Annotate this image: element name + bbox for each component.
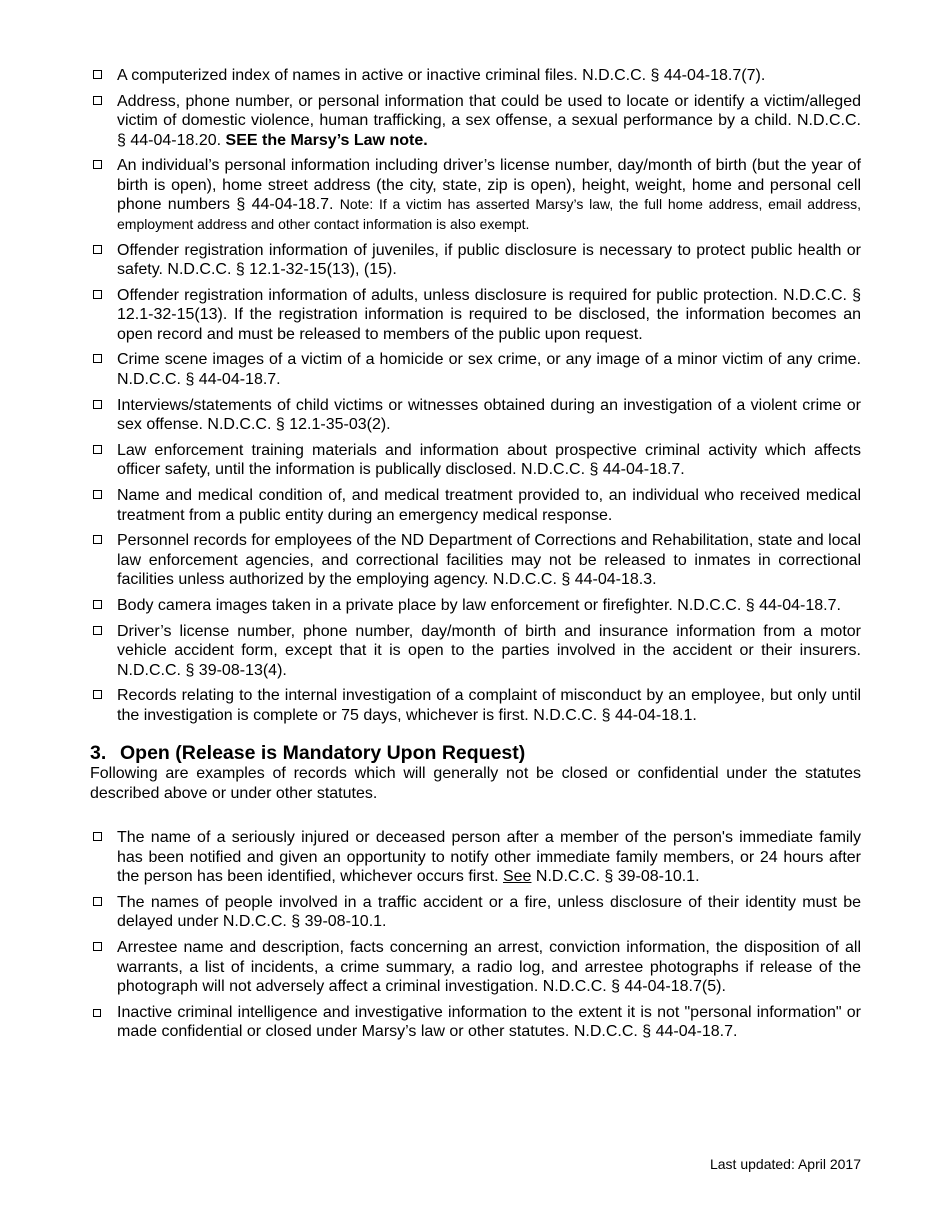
document-page (90, 66, 861, 1048)
checkbox-icon (93, 354, 102, 363)
list-item: Records relating to the internal investigation of a complaint of misconduct by an employee, but only until the investigation is complete or 75 days, whichever is first. N.D.C.C. § 44-04-18.1. (90, 686, 861, 725)
marsys-law-note: SEE the Marsy’s Law note. (225, 131, 428, 149)
checkbox-icon (93, 1009, 101, 1017)
list-item: Driver’s license number, phone number, day/month of birth and insurance information from a motor vehicle accident form, except that it is open to the parties involved in the accident or their insurers. N.D.C.C. § 39-08-13(4). (90, 622, 861, 681)
checkbox-icon (93, 160, 102, 169)
checkbox-icon (93, 626, 102, 635)
checkbox-icon (93, 70, 102, 79)
checkbox-icon (93, 832, 102, 841)
checkbox-icon (93, 690, 102, 699)
checkbox-icon (93, 445, 102, 454)
list-item: Name and medical condition of, and medical treatment provided to, an individual who received medical treatment from a public entity during an emergency medical response. (90, 486, 861, 525)
checkbox-icon (93, 535, 102, 544)
list-item: Arrestee name and description, facts concerning an arrest, conviction information, the disposition of all warrants, a list of incidents, a crime summary, a radio log, and arrestee photographs if release of the photograph will not adversely affect a criminal investigation. N.D.C.C. § 44-04-18.7(5). (90, 938, 861, 997)
checkbox-icon (93, 490, 102, 499)
checkbox-icon (93, 600, 102, 609)
list-item: The name of a seriously injured or deceased person after a member of the person's immediate family has been notified and given an opportunity to notify other immediate family members, or 24 hours after the person has been identified, whichever occurs first. See N.D.C.C. § 39-08-10.1. (90, 828, 861, 887)
checkbox-icon (93, 245, 102, 254)
last-updated: Last updated: April 2017 (709, 1156, 861, 1172)
list-item: Offender registration information of adults, unless disclosure is required for public protection. N.D.C.C. § 12.1-32-15(13). If the registration information is required to be disclosed, the information becomes an open record and must be released to members of the public upon request. (90, 286, 861, 345)
checkbox-icon (93, 290, 102, 299)
section-intro: Following are examples of records which will generally not be closed or confidential under the statutes described above or under other statutes. (90, 765, 861, 802)
see-reference: See (502, 868, 532, 886)
list-item: Crime scene images of a victim of a homicide or sex crime, or any image of a minor victim of any crime. N.D.C.C. § 44-04-18.7. (90, 350, 861, 389)
list-item: An individual’s personal information including driver’s license number, day/month of birth (but the year of birth is open), home street address (the city, state, zip is open), height, weight, home and personal cell phone numbers § 44-04-18.7. Note: If a victim has asserted Marsy’s law, the full home address, email address, employment address and other contact information is also exempt. (90, 156, 861, 234)
victim-note: Note: If a victim has asserted Marsy’s law, the full home address, email address, employment address and other contact information is also exempt. (117, 196, 862, 232)
list-item: Interviews/statements of child victims or witnesses obtained during an investigation of a violent crime or sex offense. N.D.C.C. § 12.1-35-03(2). (90, 396, 861, 435)
list-item: A computerized index of names in active or inactive criminal files. N.D.C.C. § 44-04-18.7(7). (90, 66, 861, 86)
checkbox-icon (93, 897, 102, 906)
checkbox-icon (93, 942, 102, 951)
list-item: Address, phone number, or personal information that could be used to locate or identify a victim/alleged victim of domestic violence, human trafficking, a sex offense, a sexual performance by a child. N.D.C.C. § 44-04-18.20. SEE the Marsy’s Law note. (90, 92, 861, 151)
checkbox-icon (93, 96, 102, 105)
checkbox-icon (93, 400, 102, 409)
section-heading: 3. Open (Release is Mandatory Upon Request) (90, 742, 526, 765)
list-item: The names of people involved in a traffic accident or a fire, unless disclosure of their identity must be delayed under N.D.C.C. § 39-08-10.1. (90, 893, 861, 932)
list-item: Offender registration information of juveniles, if public disclosure is necessary to protect public health or safety. N.D.C.C. § 12.1-32-15(13), (15). (90, 241, 861, 280)
list-item: Inactive criminal intelligence and investigative information to the extent it is not "personal information" or made confidential or closed under Marsy’s law or other statutes. N.D.C.C. § 44-04-18.7. (90, 1003, 861, 1042)
list-item: Body camera images taken in a private place by law enforcement or firefighter. N.D.C.C. § 44-04-18.7. (90, 596, 861, 616)
list-item: Personnel records for employees of the ND Department of Corrections and Rehabilitation, state and local law enforcement agencies, and correctional facilities may not be released to inmates in correctional facilities unless authorized by the employing agency. N.D.C.C. § 44-04-18.3. (90, 531, 861, 590)
list-item: Law enforcement training materials and information about prospective criminal activity which affects officer safety, until the information is publically disclosed. N.D.C.C. § 44-04-18.7. (90, 441, 861, 480)
